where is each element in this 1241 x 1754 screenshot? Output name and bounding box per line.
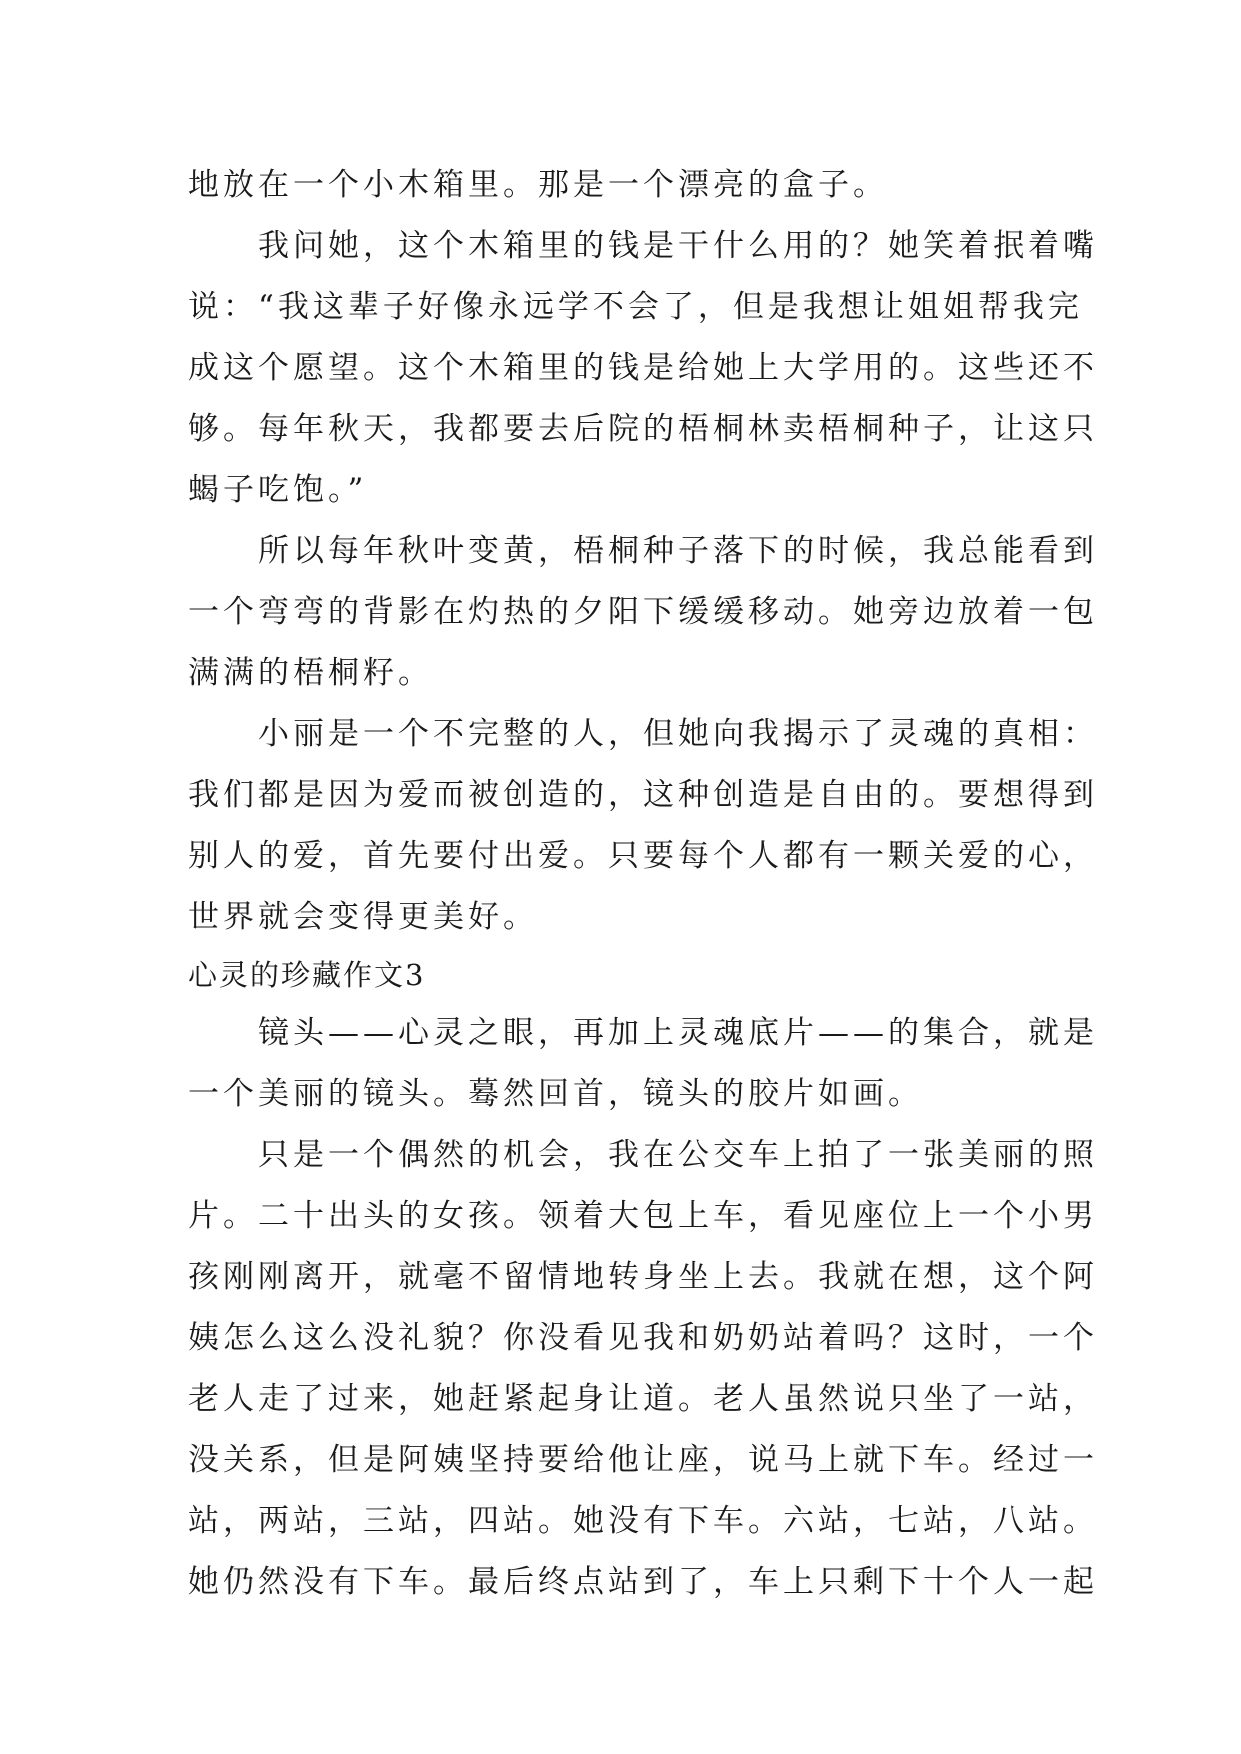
text-line: 姨怎么这么没礼貌？你没看见我和奶奶站着吗？这时，一个 xyxy=(188,1320,1098,1356)
document-body xyxy=(188,155,1098,1613)
text-line: 够。每年秋天，我都要去后院的梧桐林卖梧桐种子，让这只 xyxy=(188,411,1098,447)
text-line: 她仍然没有下车。最后终点站到了，车上只剩下十个人一起 xyxy=(188,1564,1098,1600)
text-line: 蝎子吃饱。” xyxy=(188,472,368,508)
text-line: 满满的梧桐籽。 xyxy=(188,655,433,691)
section-heading: 心灵的珍藏作文3 xyxy=(188,958,426,992)
text-line: 老人走了过来，她赶紧起身让道。老人虽然说只坐了一站， xyxy=(188,1381,1098,1417)
text-line: 别人的爱，首先要付出爱。只要每个人都有一颗关爱的心， xyxy=(188,838,1098,874)
text-line: 一个美丽的镜头。蓦然回首，镜头的胶片如画。 xyxy=(188,1076,923,1112)
text-line: 站，两站，三站，四站。她没有下车。六站，七站，八站。 xyxy=(188,1503,1098,1539)
text-line: 孩刚刚离开，就毫不留情地转身坐上去。我就在想，这个阿 xyxy=(188,1259,1098,1295)
paragraph-first-line: 所以每年秋叶变黄，梧桐种子落下的时候，我总能看到 xyxy=(258,533,1098,569)
text-line: 世界就会变得更美好。 xyxy=(188,899,538,935)
paragraph-first-line: 小丽是一个不完整的人，但她向我揭示了灵魂的真相： xyxy=(258,716,1098,752)
text-line: 没关系，但是阿姨坚持要给他让座，说马上就下车。经过一 xyxy=(188,1442,1098,1478)
text-line: 我们都是因为爱而被创造的，这种创造是自由的。要想得到 xyxy=(188,777,1098,813)
paragraph-first-line: 我问她，这个木箱里的钱是干什么用的？她笑着抿着嘴 xyxy=(258,228,1098,264)
paragraph-first-line: 只是一个偶然的机会，我在公交车上拍了一张美丽的照 xyxy=(258,1137,1098,1173)
paragraph-first-line: 镜头——心灵之眼，再加上灵魂底片——的集合，就是 xyxy=(258,1015,1098,1051)
text-line: 地放在一个小木箱里。那是一个漂亮的盒子。 xyxy=(188,167,888,203)
text-line: 片。二十出头的女孩。领着大包上车，看见座位上一个小男 xyxy=(188,1198,1098,1234)
text-line: 一个弯弯的背影在灼热的夕阳下缓缓移动。她旁边放着一包 xyxy=(188,594,1098,630)
text-line: 成这个愿望。这个木箱里的钱是给她上大学用的。这些还不 xyxy=(188,350,1098,386)
text-line: 说：“我这辈子好像永远学不会了，但是我想让姐姐帮我完 xyxy=(188,289,1083,325)
